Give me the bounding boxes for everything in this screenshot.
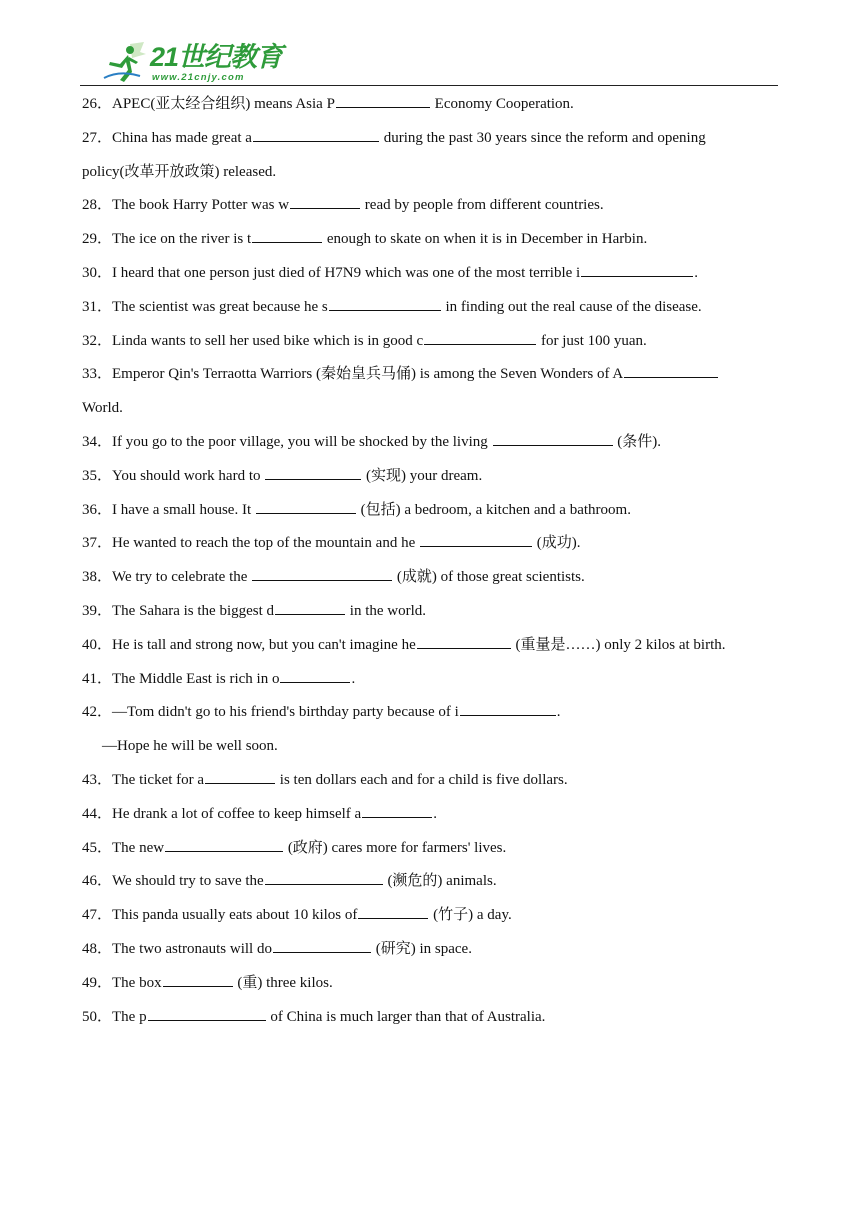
answer-blank[interactable] bbox=[163, 971, 233, 987]
question-text: (濒危的) animals. bbox=[383, 873, 497, 890]
question-line bbox=[82, 92, 782, 126]
question-text: 37．He wanted to reach the top of the mountain and he bbox=[82, 535, 419, 552]
answer-blank[interactable] bbox=[265, 869, 383, 885]
question-line bbox=[82, 937, 782, 971]
question-text: 31．The scientist was great because he s bbox=[82, 298, 328, 315]
question-text: . bbox=[694, 264, 698, 281]
question-text: 33．Emperor Qin's Terraotta Warriors (秦始皇兵马俑) is among the Seven Wonders of A bbox=[82, 366, 624, 383]
answer-blank[interactable] bbox=[460, 700, 556, 716]
question-line bbox=[82, 498, 782, 532]
runner-logo-icon bbox=[100, 40, 150, 86]
answer-blank[interactable] bbox=[252, 227, 322, 243]
question-line bbox=[82, 362, 782, 396]
answer-blank[interactable] bbox=[275, 599, 345, 615]
question-text: 49．The box bbox=[82, 974, 162, 991]
question-text: of China is much larger than that of Australia. bbox=[266, 1008, 546, 1025]
question-text: 41．The Middle East is rich in o bbox=[82, 670, 280, 687]
question-text: in the world. bbox=[346, 602, 427, 619]
question-line bbox=[82, 193, 782, 227]
question-line bbox=[82, 802, 782, 836]
question-text: 45．The new bbox=[82, 839, 165, 856]
question-text: enough to skate on when it is in December in Harbin. bbox=[323, 231, 648, 248]
logo-url: www.21cnjy.com bbox=[152, 72, 245, 83]
answer-blank[interactable] bbox=[273, 937, 371, 953]
answer-blank[interactable] bbox=[253, 126, 379, 142]
question-line bbox=[82, 734, 782, 768]
logo-title: 21世纪教育 bbox=[150, 42, 283, 72]
question-text: 43．The ticket for a bbox=[82, 771, 205, 788]
answer-blank[interactable] bbox=[420, 531, 532, 547]
question-line bbox=[82, 667, 782, 701]
question-text: (研究) in space. bbox=[371, 940, 472, 957]
question-line bbox=[82, 903, 782, 937]
question-line bbox=[82, 126, 782, 160]
logo bbox=[100, 40, 290, 86]
question-text: 44．He drank a lot of coffee to keep himself a bbox=[82, 805, 362, 822]
question-text: (竹子) a day. bbox=[429, 907, 512, 924]
page-header bbox=[80, 36, 778, 86]
question-line bbox=[82, 396, 782, 430]
answer-blank[interactable] bbox=[336, 92, 430, 108]
question-text: (包括) a bedroom, a kitchen and a bathroom. bbox=[356, 501, 631, 518]
question-text: 34．If you go to the poor village, you will be shocked by the living bbox=[82, 433, 492, 450]
question-text: (实现) your dream. bbox=[362, 467, 483, 484]
question-line bbox=[82, 599, 782, 633]
answer-blank[interactable] bbox=[165, 836, 283, 852]
question-text: . bbox=[433, 805, 437, 822]
answer-blank[interactable] bbox=[329, 295, 441, 311]
question-text: World. bbox=[82, 400, 123, 417]
question-text: (重) three kilos. bbox=[233, 974, 333, 991]
answer-blank[interactable] bbox=[362, 802, 432, 818]
question-list bbox=[82, 92, 782, 1038]
question-line bbox=[82, 160, 782, 194]
question-text: (条件). bbox=[613, 433, 662, 450]
answer-blank[interactable] bbox=[290, 193, 360, 209]
question-text: 47．This panda usually eats about 10 kilos of bbox=[82, 907, 358, 924]
question-text: 46．We should try to save the bbox=[82, 873, 264, 890]
answer-blank[interactable] bbox=[265, 464, 361, 480]
question-text: (成就) of those great scientists. bbox=[393, 569, 585, 586]
answer-blank[interactable] bbox=[417, 633, 511, 649]
answer-blank[interactable] bbox=[358, 903, 428, 919]
question-text: 27．China has made great a bbox=[82, 129, 252, 146]
question-text: 29．The ice on the river is t bbox=[82, 231, 252, 248]
question-text: —Hope he will be well soon. bbox=[102, 738, 278, 755]
question-line bbox=[82, 329, 782, 363]
question-text: 26．APEC(亚太经合组织) means Asia P bbox=[82, 96, 335, 112]
question-line bbox=[82, 1005, 782, 1039]
question-line bbox=[82, 869, 782, 903]
question-line bbox=[82, 565, 782, 599]
question-line bbox=[82, 295, 782, 329]
question-text: 40．He is tall and strong now, but you can't imagine he bbox=[82, 636, 416, 653]
question-text: 50．The p bbox=[82, 1008, 147, 1025]
question-line bbox=[82, 531, 782, 565]
question-text: 38．We try to celebrate the bbox=[82, 569, 252, 586]
question-text: policy(改革开放政策) released. bbox=[82, 163, 277, 180]
answer-blank[interactable] bbox=[148, 1005, 266, 1021]
question-text: during the past 30 years since the reform and opening bbox=[379, 129, 706, 146]
question-line bbox=[82, 261, 782, 295]
question-line bbox=[82, 464, 782, 498]
question-text: 48．The two astronauts will do bbox=[82, 940, 272, 957]
question-line bbox=[82, 768, 782, 802]
question-text: 42．—Tom didn't go to his friend's birthday party because of i bbox=[82, 704, 459, 721]
answer-blank[interactable] bbox=[252, 565, 392, 581]
question-text: in finding out the real cause of the disease. bbox=[441, 298, 702, 315]
question-text: read by people from different countries. bbox=[361, 197, 604, 214]
question-text: 35．You should work hard to bbox=[82, 467, 265, 484]
question-line bbox=[82, 633, 782, 667]
answer-blank[interactable] bbox=[424, 329, 536, 345]
question-text: is ten dollars each and for a child is five dollars. bbox=[276, 771, 568, 788]
answer-blank[interactable] bbox=[624, 362, 718, 378]
answer-blank[interactable] bbox=[581, 261, 693, 277]
question-line bbox=[82, 430, 782, 464]
question-text: . bbox=[351, 670, 356, 687]
question-text: for just 100 yuan. bbox=[537, 332, 647, 349]
question-text: 39．The Sahara is the biggest d bbox=[82, 602, 275, 619]
question-text: . bbox=[556, 704, 561, 721]
answer-blank[interactable] bbox=[493, 430, 613, 446]
question-text: 30．I heard that one person just died of H7N9 which was one of the most terrible i bbox=[82, 264, 581, 281]
question-text: 36．I have a small house. It bbox=[82, 501, 255, 518]
question-text: (重量是……) only 2 kilos at birth. bbox=[511, 636, 726, 653]
header-divider bbox=[80, 85, 778, 86]
answer-blank[interactable] bbox=[205, 768, 275, 784]
question-line bbox=[82, 700, 782, 734]
question-line bbox=[82, 971, 782, 1005]
question-line bbox=[82, 836, 782, 870]
question-text: (成功). bbox=[532, 535, 581, 552]
question-text: (政府) cares more for farmers' lives. bbox=[284, 839, 507, 856]
question-line bbox=[82, 227, 782, 261]
answer-blank[interactable] bbox=[256, 498, 356, 514]
question-text: 28．The book Harry Potter was w bbox=[82, 197, 290, 214]
question-text: Economy Cooperation. bbox=[430, 96, 574, 112]
question-text: 32．Linda wants to sell her used bike which is in good c bbox=[82, 332, 424, 349]
answer-blank[interactable] bbox=[280, 667, 350, 683]
